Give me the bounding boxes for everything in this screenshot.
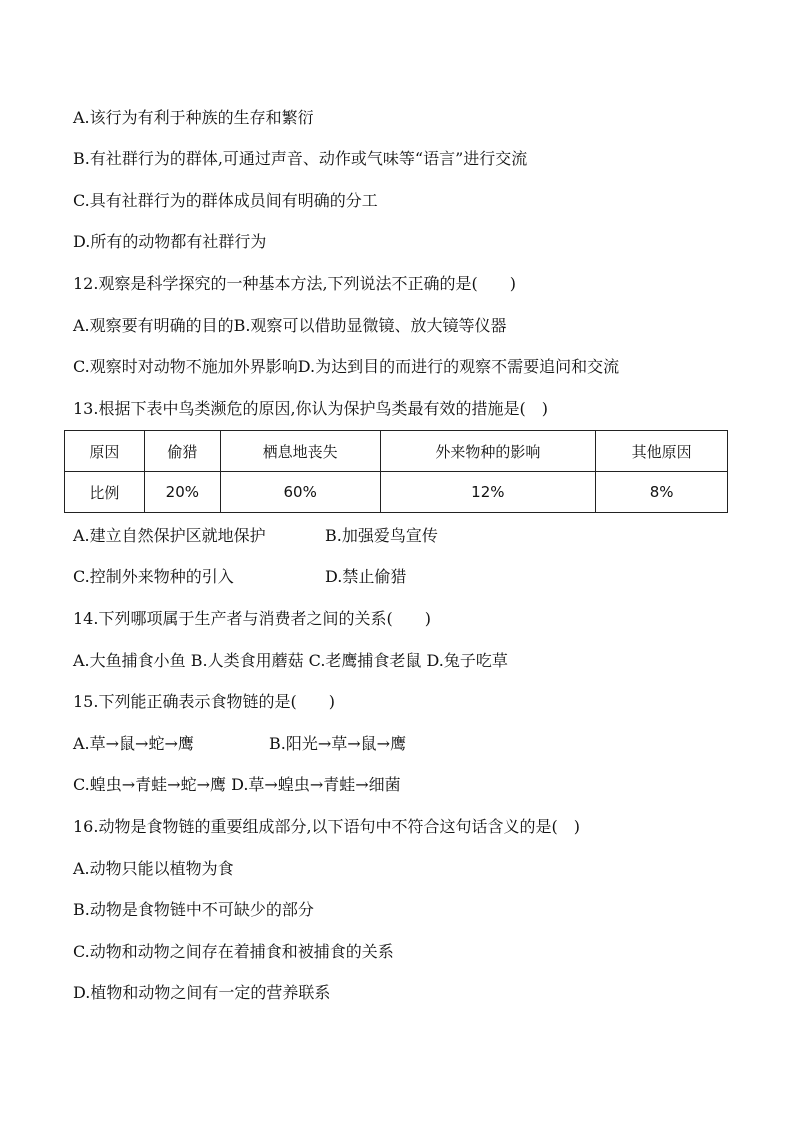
q15-stem: 15.下列能正确表示食物链的是( ) [73,692,335,711]
q16-option-b: B.动物是食物链中不可缺少的部分 [73,900,314,919]
table-row [65,472,728,513]
q13-options-cd [73,567,406,587]
q16-option-c: C.动物和动物之间存在着捕食和被捕食的关系 [73,942,394,961]
q15-option-a: A.草→鼠→蛇→鹰 [73,734,194,753]
q11-option-b: B.有社群行为的群体,可通过声音、动作或气味等“语言”进行交流 [73,149,528,168]
q13-stem: 13.根据下表中鸟类濒危的原因,你认为保护鸟类最有效的措施是( ) [73,399,549,418]
q13-option-b: B.加强爱鸟宣传 [325,526,438,545]
q14-stem: 14.下列哪项属于生产者与消费者之间的关系( ) [73,609,431,628]
table-cell: 60% [220,472,380,513]
q11-option-d: D.所有的动物都有社群行为 [73,232,267,251]
q13-option-c: C.控制外来物种的引入 [73,567,234,586]
q13-option-d: D.禁止偷猎 [325,567,407,586]
table-cell: 12% [380,472,596,513]
q12-options-ab: A.观察要有明确的目的B.观察可以借助显微镜、放大镜等仪器 [73,316,507,335]
table-cell: 20% [144,472,220,513]
q12-options-cd: C.观察时对动物不施加外界影响D.为达到目的而进行的观察不需要追问和交流 [73,357,620,376]
table-cell: 8% [596,472,728,513]
bird-endangerment-table [64,430,728,513]
table-cell: 比例 [65,472,145,513]
q16-option-d: D.植物和动物之间有一定的营养联系 [73,983,331,1002]
q16-option-a: A.动物只能以植物为食 [73,859,234,878]
table-cell: 其他原因 [596,431,728,472]
q12-stem: 12.观察是科学探究的一种基本方法,下列说法不正确的是( ) [73,274,517,293]
q13-options-ab [73,526,438,546]
q15-option-b: B.阳光→草→鼠→鹰 [269,734,407,753]
table-cell: 外来物种的影响 [380,431,596,472]
table-cell: 原因 [65,431,145,472]
table-cell: 栖息地丧失 [220,431,380,472]
q16-stem: 16.动物是食物链的重要组成部分,以下语句中不符合这句话含义的是( ) [73,817,581,836]
q13-option-a: A.建立自然保护区就地保护 [73,526,266,545]
q15-options-ab [73,734,406,754]
q14-options: A.大鱼捕食小鱼 B.人类食用蘑菇 C.老鹰捕食老鼠 D.兔子吃草 [73,651,508,670]
q15-options-cd: C.蝗虫→青蛙→蛇→鹰 D.草→蝗虫→青蛙→细菌 [73,775,401,794]
table-cell: 偷猎 [144,431,220,472]
q11-option-a: A.该行为有利于种族的生存和繁衍 [73,108,314,127]
table-header-row [65,431,728,472]
q11-option-c: C.具有社群行为的群体成员间有明确的分工 [73,191,378,210]
